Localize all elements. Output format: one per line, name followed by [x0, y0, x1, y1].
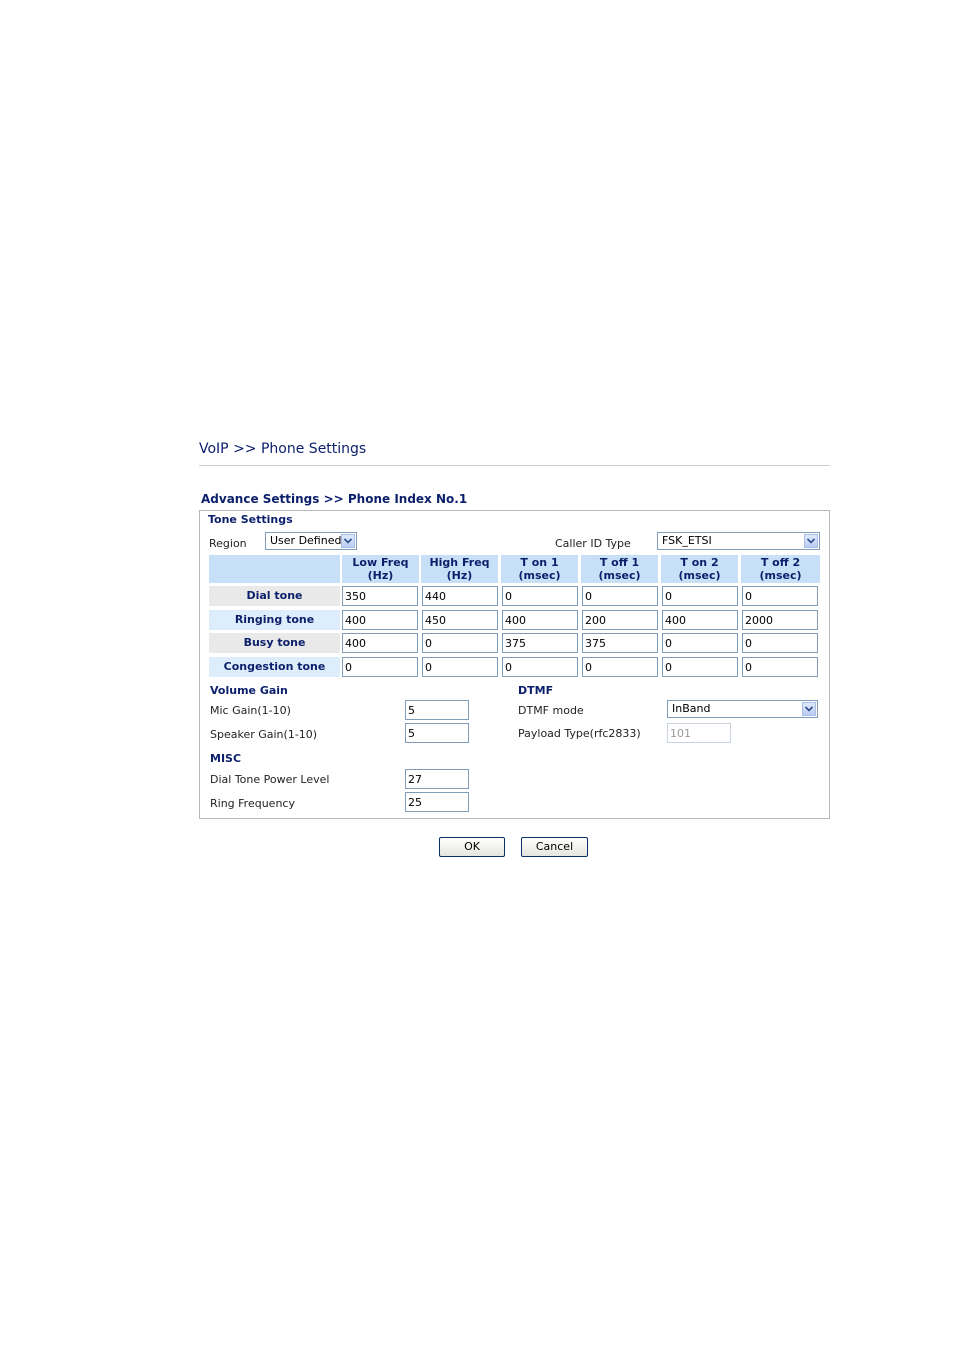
busy-tone-t-on-1-input[interactable] — [502, 633, 578, 653]
ring-frequency-input[interactable] — [405, 792, 469, 812]
volume-gain-title: Volume Gain — [210, 684, 288, 697]
busy-tone-high-freq-input[interactable] — [422, 633, 498, 653]
speaker-gain-input[interactable] — [405, 723, 469, 743]
dial-tone-t-off-2-input[interactable] — [742, 586, 818, 606]
dtmf-title: DTMF — [518, 684, 554, 697]
dial-tone-high-freq-input[interactable] — [422, 586, 498, 606]
column-header-t-on-2: T on 2 (msec) — [661, 555, 738, 583]
column-header-high-freq: High Freq (Hz) — [421, 555, 498, 583]
congestion-tone-low-freq-input[interactable] — [342, 657, 418, 677]
congestion-tone-t-off-1-input[interactable] — [582, 657, 658, 677]
dial-tone-power-label: Dial Tone Power Level — [210, 773, 330, 786]
column-header-low-freq: Low Freq (Hz) — [342, 555, 419, 583]
ringing-tone-t-off-2-input[interactable] — [742, 610, 818, 630]
mic-gain-input[interactable] — [405, 700, 469, 720]
ringing-tone-t-off-1-input[interactable] — [582, 610, 658, 630]
payload-type-input — [667, 723, 731, 743]
busy-tone-low-freq-input[interactable] — [342, 633, 418, 653]
busy-tone-t-on-2-input[interactable] — [662, 633, 738, 653]
page-title: VoIP >> Phone Settings — [199, 441, 367, 457]
ring-frequency-label: Ring Frequency — [210, 797, 295, 810]
dtmf-mode-select-value: InBand — [672, 702, 711, 715]
ringing-tone-low-freq-input[interactable] — [342, 610, 418, 630]
caller-id-select-value: FSK_ETSI — [662, 534, 712, 547]
dtmf-mode-label: DTMF mode — [518, 704, 584, 717]
ok-button[interactable]: OK — [439, 837, 505, 857]
busy-tone-t-off-2-input[interactable] — [742, 633, 818, 653]
speaker-gain-label: Speaker Gain(1-10) — [210, 728, 318, 741]
dial-tone-low-freq-input[interactable] — [342, 586, 418, 606]
dial-tone-power-input[interactable] — [405, 769, 469, 789]
dial-tone-t-on-1-input[interactable] — [502, 586, 578, 606]
chevron-down-icon[interactable] — [802, 702, 816, 716]
column-header-t-off-1: T off 1 (msec) — [581, 555, 658, 583]
region-select-value: User Defined — [270, 534, 342, 547]
section-title: Advance Settings >> Phone Index No.1 — [201, 492, 468, 506]
row-label-ringing-tone: Ringing tone — [209, 610, 340, 630]
caller-id-label: Caller ID Type — [555, 537, 631, 550]
dial-tone-t-on-2-input[interactable] — [662, 586, 738, 606]
chevron-down-icon[interactable] — [341, 534, 355, 548]
payload-type-label: Payload Type(rfc2833) — [518, 727, 641, 740]
column-header-t-off-2: T off 2 (msec) — [741, 555, 820, 583]
title-divider — [199, 465, 830, 466]
chevron-down-icon[interactable] — [804, 534, 818, 548]
region-select[interactable] — [265, 532, 357, 550]
table-header-blank — [209, 555, 340, 583]
congestion-tone-t-on-2-input[interactable] — [662, 657, 738, 677]
mic-gain-label: Mic Gain(1-10) — [210, 704, 291, 717]
region-label: Region — [209, 537, 247, 550]
misc-title: MISC — [210, 752, 242, 765]
dial-tone-t-off-1-input[interactable] — [582, 586, 658, 606]
row-label-busy-tone: Busy tone — [209, 633, 340, 653]
congestion-tone-t-off-2-input[interactable] — [742, 657, 818, 677]
congestion-tone-high-freq-input[interactable] — [422, 657, 498, 677]
busy-tone-t-off-1-input[interactable] — [582, 633, 658, 653]
congestion-tone-t-on-1-input[interactable] — [502, 657, 578, 677]
ringing-tone-t-on-2-input[interactable] — [662, 610, 738, 630]
column-header-t-on-1: T on 1 (msec) — [501, 555, 578, 583]
row-label-dial-tone: Dial tone — [209, 586, 340, 606]
row-label-congestion-tone: Congestion tone — [209, 657, 340, 677]
cancel-button[interactable]: Cancel — [521, 837, 588, 857]
dtmf-mode-select[interactable] — [667, 700, 818, 718]
ringing-tone-t-on-1-input[interactable] — [502, 610, 578, 630]
caller-id-select[interactable] — [657, 532, 820, 550]
tone-settings-title: Tone Settings — [208, 513, 293, 526]
ringing-tone-high-freq-input[interactable] — [422, 610, 498, 630]
